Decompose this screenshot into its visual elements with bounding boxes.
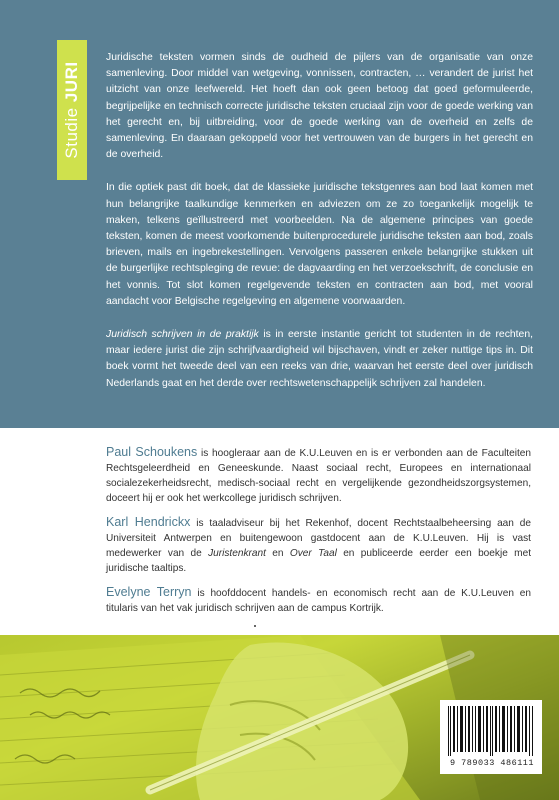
magazine-title: Over Taal [289,548,337,559]
description-paragraph-3-text: is in eerste instantie gericht tot studenten in de rechten, maar iedere jurist die zijn schrijfvaardigheid wil bijschaven, vindt er zeker nuttige tips in. Dit boek vormt het tweede deel van een reeks van drie, waarvan het eerste deel over juridisch Nederlands gaat en het derde over rechtswetenschappelijk schrijven zal handelen. [106,329,533,389]
author-bio-text: is taaladviseur bij het Rekenhof, docent Rechtstaalbeheersing aan de Universiteit Antwerpen en buitengewoon gastdocent aan de K.U.Leuven. Hij is vast medewerker van de [106,518,532,559]
barcode-bars [448,706,534,756]
author-bios [106,445,531,625]
author-name: Karl Hendrickx [106,515,191,529]
author-bio-text: en publiceerde eerder een boekje met juridische taaltips. [106,548,531,574]
description-paragraph-3 [106,327,533,392]
magazine-title: Juristenkrant [208,548,266,559]
barcode-number: 9 789033 486111 [449,758,534,768]
author-name: Paul Schoukens [106,445,198,459]
author-bio-text: is hoogleraar aan de K.U.Leuven en is er verbonden aan de Faculteiten Rechtsgeleerdheid en Geneeskunde. Naast sociaal recht, Europees en internationaal socialezekerheidsrecht, medisch-sociaal recht en vergelijkende gezondheidszorgsystemen, doceert hij er ook het werkcollege juridisch schrijven. [106,448,531,504]
barcode [440,700,542,774]
divider-dot [254,625,256,627]
author-bio-hendrickx [106,515,531,576]
author-bio-text: en [265,548,290,559]
book-title-inline: Juridisch schrijven in de praktijk [106,329,259,341]
author-bio-text: is hoofddocent handels- en economisch recht aan de K.U.Leuven en titularis van het vak juridisch schrijven aan de campus Kortrijk. [106,588,531,614]
author-bio-schoukens [106,445,531,506]
description-paragraph-2: In die optiek past dit boek, dat de klassieke juridische tekstgenres aan bod laat komen met hun belangrijke taalkundige kenmerken en adviezen om ze zo toegankelijk mogelijk te maken, telkens geïllustreerd met voorbeelden. Na de algemene principes van goede teksten, komen de meest voorkomende buitenprocedurele juridische teksten aan bod, zoals brieven, mails en ingebrekestellingen. Vervolgens passeren enkele belangrijke stukken uit de burgerlijke rechtspleging de revue: de dagvaarding en het verzoekschrift, de conclusie en het vonnis. Tot slot komen regelgevende teksten en contracten aan bod, met vooral aandacht voor Belgische regelgeving en algemene voorwaarden. [106,182,533,307]
book-description [106,50,533,409]
series-label [62,61,82,158]
series-label-light: Studie [62,102,81,159]
author-name: Evelyne Terryn [106,585,192,599]
author-bio-terryn [106,585,531,616]
series-label-bold: JURI [62,61,81,103]
description-paragraph-1: Juridische teksten vormen sinds de oudheid de pijlers van de organisatie van onze samenleving. Door middel van wetgeving, vonnissen, contracten, … verandert de jurist het uitzicht van onze leefwereld. Het hoeft dan ook geen betoog dat goed geformuleerde, begrijpelijke en technisch correcte juridische teksten cruciaal zijn voor de goede werking van het gerecht en, bij uitbreiding, voor de goede werking van de overheid en zelfs de samenleving. En daaraan gekoppeld voor het vertrouwen van de burgers in het gerecht en de overheid. [106,52,533,161]
